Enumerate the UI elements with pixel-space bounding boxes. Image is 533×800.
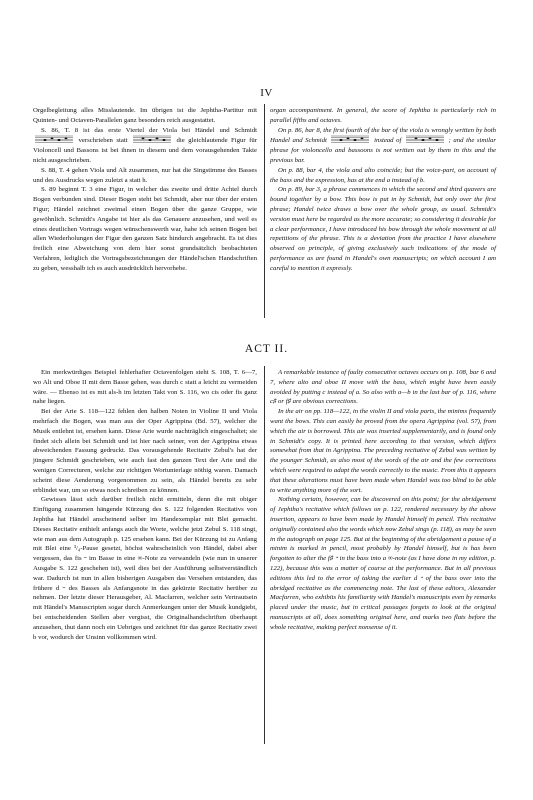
paragraph-text: verschrieben statt	[78, 137, 128, 145]
paragraph-text: S. 86, T. 8 ist das erste Viertel der Viola bei Händel und Schmidt	[41, 126, 257, 134]
paragraph: On p. 89, bar 3, a phrase commences in which the second and third quavers are bound together by a bow. This bow is put in by Schmidt, but only over the first phrase; Handel twice draws a bow over the whole group, as usual. Schmidt's version must here be regarded as the more accurate; so considering it desirable for a clear performance, I have introduced his bow through the whole movement at all repetitions of the phrase. This is a deviation from the practice I have elsewhere observed on principle, of giving exclusively such indications of the mode of performance as are found in Handel's own manuscripts; on which account I am careful to mention it expressly.	[270, 186, 496, 272]
paragraph: On p. 88, bar 4, the viola and alto coincide; but the voice-part, on account of the bass and the expression, has at the end a instead of b.	[270, 166, 496, 184]
paragraph: A remarkable instance of faulty consecutive octaves occurs on p. 108, bar 6 and 7, where alto and oboe II move with the bass, which might have been easily avoided by putting c instead of a. So also with a—b in the last bar of p. 116, where c♯ or f♯ are obvious corrections.	[270, 369, 496, 406]
paragraph-text: On p. 86, bar 8, the first fourth of the bar of the viola is wrongly written by both Handel and Schmidt	[270, 126, 496, 145]
paragraph: organ accompaniment. In general, the score of Jephtha is particularly rich in parallel fifths and octaves.	[270, 107, 496, 124]
paragraph-text: ; and the similar phrase for violoncello and bassoons is not written out by them in this and the previous bar.	[270, 137, 497, 164]
half-rest-icon: 𝄼	[62, 584, 66, 592]
half-rest-icon: 𝄼	[335, 555, 338, 563]
paragraph: Bei der Arie S. 118—122 fehlen den halben Noten in Violine II und Viola mehrfach die Bogen, was man aus der Oper Agrippina (Bd. 57), welcher die Musik entlehnt ist, ersehen kann. Diese Arie wurde nachträglich eingeschaltet; sie findet sich allein bei Schmidt und ist hier nach seiner, von der Agrippina etwas abweichenden Fassung gedruckt. Das vorausgehende Recitativ Zebul's hat der jüngere Schmidt geschrieben, wie auch fast den ganzen Text der Arie und die wenigen Correcturen, welche zur richtigen Wortunterlage nöthig waren. Damach scheint diese Aenderung vorgenommen zu sein, als Händel bereits zu sehr erblindet war, um so etwas noch schreiben zu können.	[33, 408, 257, 494]
paragraph-text: Nothing certain, however, can be discovered on this point; for the abridgement of Jephtha's recitative which follows on p. 122, rendered necessary by the above insertion, appears to have been made by Handel himself in pencil. This recitative originally contained also the words which now Zebul sings (p. 118), as may be seen in the autograph on page 125. But at the beginning of the abridgement a pause of a minim is marked in pencil, most probably by Handel himself, but is has been forgotten to alter the f♯	[270, 496, 496, 563]
music-notation-icon	[406, 135, 444, 143]
paragraph-text: Gewisses lässt sich darüber freilich nicht ermitteln, denn die mit obiger Einfügung zusammen hängende Kürzung des S. 122 folgenden Recitativs von Jephtha hat Händel anscheinend selber im Handexemplar mit Blei gemacht. Dieses Recitativ enthielt anfangs auch die Worte, welche jetzt Zebul S. 118 singt, wie man aus dem Autograph p. 125 ersehen kann. Bei der Kürzung ist zu Anfang mit Blei eine ³/₄-Pause gesetzt, höchst wahrscheinlich von Händel, dabei aber vergessen, das fis	[33, 496, 257, 563]
paragraph	[33, 495, 257, 642]
paragraph-text: in the bass into a ∞-note (as I have done in my edition, p. 122), because this was a matter of course at the performance. But in all previous editions this led to the error of taking the earlier d	[270, 555, 496, 582]
top-right-column	[270, 106, 496, 274]
column-divider	[264, 366, 265, 744]
paragraph-text: instead of	[374, 137, 402, 145]
paragraph: S. 88, T. 4 gehen Viola und Alt zusammen, nur hat die Singstimme des Basses und des Ausdrucks wegen zuletzt a statt h.	[33, 166, 257, 184]
half-rest-icon: 𝄼	[83, 555, 87, 563]
paragraph: In the air on pp. 118—122, in the violin II and viola parts, the minims frequently want the bows. This can easily be proved from the opera Agrippina (vol. 57), from which the air is borrowed. This air was inserted supplementarily, and is found only in Schmidt's copy. It is printed here according to that version, which differs somewhat from that in Agrippina. The preceding recitative of Zebul was written by the younger Schmidt, as also most of the words of the air and the few corrections which were required to adapt the words correctly to the music. From this it appears that these alterations must have been made when Handel was too blind to be able to write anything more of the sort.	[270, 408, 496, 494]
paragraph-text: des Basses als Anfangsnote in das gekürzte Recitativ herüber zu nehmen. Der letzte dieser Herausgeber, Al. Macfarren, welcher sein Vertrautsein mit Händel's Manuscripten sogar durch Anmerkungen unter der Musik kundgiebt, bei entscheidenden Stellen aber vergisst, die Originalhandschriften überhaupt anzusehen, thut dann noch ein Uebriges und zeichnet für das ganze Recitativ zwei b vor, wodurch der Unsinn vollkommen wird.	[33, 584, 258, 641]
paragraph: Orgelbegleitung alles Misslautende. Im übrigen ist die Jephtha-Partitur mit Quinten- und Octaven-Parallelen ganz besonders reich ausgestattet.	[33, 107, 257, 124]
top-left-column	[33, 106, 257, 274]
paragraph-text: im Basse in eine ∞-Note zu verwandeln (wie nun in unserer Ausgabe S. 122 geschehen ist), weil dies bei der Ausführung selbstverständlich war. Dadurch ist nun in allen bisherigen Ausgaben das Versehen entstanden, das frühere d	[33, 555, 258, 592]
music-notation-icon	[35, 135, 73, 143]
page-number: IV	[260, 87, 273, 99]
paragraph-text: of the bass over into the abridged recitative as the commencing note. The last of these editors, Alexander Macfarren, who exhibits his familiarity with Handel's manuscripts even by remarks placed under the music, but in critical passages forgets to look at the original manuscripts at all, does something original here, and marks two flats before the whole recitative, making perfect nonsense of it.	[270, 574, 496, 631]
paragraph: S. 89 beginnt T. 3 eine Figur, in welcher das zweite und dritte Achtel durch Bogen verbunden sind. Dieser Bogen steht bei Schmidt, aber nur über der ersten Figur; Händel zeichnet zweimal einen Bogen über die ganze Gruppe, wie gewöhnlich. Schmidt's Angabe ist hier als das Genauere anzusehen, und weil es eines deutlichen Vortrags wegen wünschenswerth war, habe ich seinen Bogen bei allen Wiederholungen der Figur den ganzen Satz hindurch angebracht. Es ist dies freilich eine Abweichung von dem hier sonst grundsätzlich beobachteten Verfahren, lediglich die Vortragsbezeichnungen der Händel'schen Handschriften zu geben, wesshalb ich es auch ausdrücklich hervorhebe.	[33, 186, 257, 272]
paragraph: Ein merkwürdiges Beispiel fehlerhafter Octavenfolgen steht S. 108, T. 6—7, wo Alt und Oboe II mit dem Basse gehen, was durch c statt a leicht zu vermeiden wäre. — Ebenso ist es mit als-h im letzten Takt von S. 116, wo cis oder fis ganz nahe liegen.	[33, 369, 257, 406]
music-notation-icon	[331, 135, 369, 143]
bottom-right-column	[270, 368, 496, 633]
music-notation-icon	[133, 135, 171, 143]
column-divider	[264, 104, 265, 318]
act-heading: ACT II.	[244, 343, 289, 355]
paragraph	[33, 126, 257, 166]
half-rest-icon: 𝄼	[420, 574, 423, 582]
paragraph	[270, 495, 496, 632]
bottom-left-column	[33, 368, 257, 642]
paragraph	[270, 126, 496, 166]
paragraph-text: die gleichlautende Figur für Violoncell und Bassons ist bei ihnen in diesem und dem vorausgehenden Takte nicht ausgeschrieben.	[33, 137, 258, 164]
